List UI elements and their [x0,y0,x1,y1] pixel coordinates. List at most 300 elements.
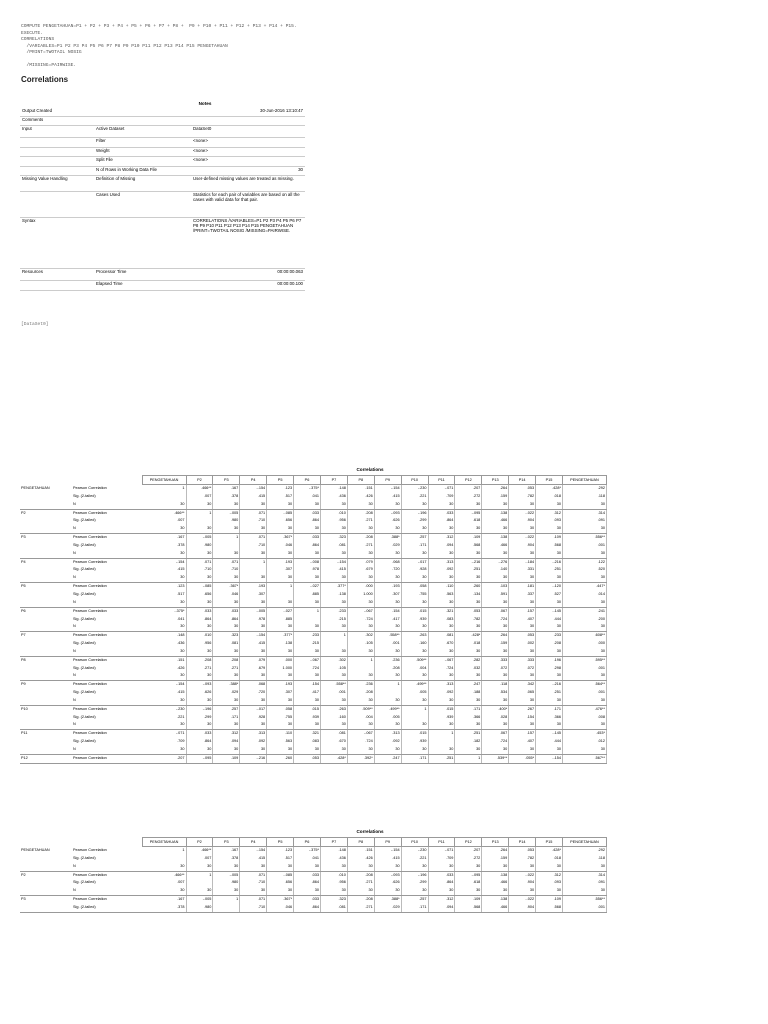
variable-label: P2 [21,510,26,515]
correlation-cell: 1 [401,705,428,713]
correlation-cell [142,855,186,863]
correlation-cell: .517 [267,855,294,863]
correlation-cell: .466** [142,509,186,517]
notes-cell-c2: Filter [94,138,191,148]
correlation-cell: .004 [347,714,374,722]
correlation-cell: 30 [428,863,455,871]
correlation-cell: .138 [482,896,509,904]
correlation-cell: 30 [186,746,213,754]
correlation-cell: 30 [186,599,213,607]
correlation-cell: 30 [186,697,213,705]
correlation-cell: 30 [536,648,563,656]
correlation-cell: -.154 [240,847,267,855]
table-row [20,665,606,673]
correlation-cell: 30 [347,697,374,705]
table-row [20,591,606,599]
correlation-cell: .018 [536,855,563,863]
correlation-cell: .208 [213,656,240,664]
correlation-cell: .091 [562,879,606,887]
correlation-cell: 30 [186,574,213,582]
correlation-cell [401,714,428,722]
table-row [20,672,606,680]
correlation-cell: .415 [240,855,267,863]
statistic-label: Pearson Correlation [73,633,107,638]
correlation-cell: .001 [320,689,347,697]
correlation-cell: .928 [240,714,267,722]
notes-cell-c3 [191,117,305,126]
correlation-cell: 30 [213,525,240,533]
correlation-cell: 30 [294,721,321,729]
correlation-cell: .000 [562,640,606,648]
statistic-label: Sig. (2-tailed) [73,567,96,572]
correlation-cell: .312 [536,509,563,517]
correlation-cell: -.196 [186,705,213,713]
correlation-cell: 30 [186,623,213,631]
correlation-cell: .466** [186,847,213,855]
correlation-cell: .010 [320,509,347,517]
correlation-cell: .157 [509,730,536,738]
table-row [20,705,606,713]
correlation-cell: -.005 [186,534,213,542]
correlation-cell: 30 [509,501,536,509]
correlation-cell: .956 [320,879,347,887]
column-header: P11 [428,838,455,847]
correlation-cell: .378 [142,904,186,912]
correlation-cell: 30 [428,525,455,533]
correlation-cell: .428* [320,754,347,763]
variable-label: P3 [21,897,26,902]
correlation-cell: 30 [509,550,536,558]
correlation-cell: 30 [294,525,321,533]
correlation-cell: .032 [455,665,482,673]
statistic-label: N [72,721,142,729]
correlation-cell: 30 [142,599,186,607]
correlation-cell: 30 [240,863,267,871]
correlation-cell: .207 [455,847,482,855]
correlation-cell: .980 [213,517,240,525]
correlation-cell: 30 [267,697,294,705]
correlation-cell: .046 [267,904,294,912]
correlation-cell: 30 [562,697,606,705]
correlation-cell: .312 [428,896,455,904]
variable-label: P6 [21,608,26,613]
correlations-table-1 [20,475,607,764]
correlation-cell [213,904,240,912]
correlation-cell: -.375* [294,847,321,855]
correlation-cell: .181 [509,583,536,591]
correlation-cell: .208 [347,689,374,697]
correlation-cell: 30 [401,525,428,533]
notes-cell-c1 [20,281,94,291]
correlation-cell: .313 [428,558,455,566]
correlation-cell: .122 [562,558,606,566]
correlation-cell: 30 [455,501,482,509]
correlation-cell: .904 [509,904,536,912]
table-row [20,623,606,631]
notes-row [20,176,305,192]
correlation-cell: .656 [267,879,294,887]
variable-label [20,599,72,607]
notes-cell-c3: User-defined missing values are treated as missing. [191,176,305,192]
correlation-cell: 30 [267,648,294,656]
notes-cell-c3: <none> [191,157,305,167]
correlation-cell: .939 [401,738,428,746]
correlation-cell: 30 [536,672,563,680]
correlation-cell: 30 [509,648,536,656]
correlation-cell: .182 [455,738,482,746]
correlation-cell: .118 [562,493,606,501]
correlation-cell: .110 [428,583,455,591]
correlation-cell: .267 [509,705,536,713]
correlation-cell: .499** [401,681,428,689]
correlation-cell: .247 [455,681,482,689]
correlation-cell: .417 [374,616,401,624]
statistic-label: Pearson Correlation [73,608,107,613]
correlation-cell: 30 [267,550,294,558]
correlation-cell: .595** [562,656,606,664]
notes-cell-c1 [20,192,94,218]
correlation-cell: .092 [374,738,401,746]
correlation-cell: .148 [320,485,347,493]
syntax-line: EXECUTE. [21,30,44,36]
correlation-cell: 30 [186,550,213,558]
correlation-cell: .251 [536,566,563,574]
correlation-cell: .864 [428,517,455,525]
correlation-cell: -.085 [267,509,294,517]
statistic-label: Sig. (2-tailed) [72,904,142,912]
correlation-cell: .426 [347,855,374,863]
table-row [20,550,606,558]
notes-cell-c1: Resources [20,269,94,281]
correlation-cell: 30 [320,599,347,607]
correlation-cell: -.071 [142,730,186,738]
variable-label [20,517,72,525]
column-header: P10 [401,838,428,847]
correlation-cell: .010 [186,632,213,640]
correlation-cell: -.145 [536,730,563,738]
correlation-cell: .208 [347,896,374,904]
correlation-cell: .904 [509,542,536,550]
correlation-cell: -.067 [294,656,321,664]
correlation-cell: .436 [320,493,347,501]
correlation-cell: 30 [562,623,606,631]
correlation-cell: .415 [240,493,267,501]
table-row [20,648,606,656]
variable-label [20,714,72,722]
correlation-cell: .271 [347,517,374,525]
table-row [20,721,606,729]
correlation-cell: -.375* [294,485,321,493]
variable-label: P2 [21,872,26,877]
correlation-cell: .160 [320,714,347,722]
correlation-cell: .415 [374,855,401,863]
correlation-cell: .159 [482,640,509,648]
correlation-cell: -.005 [240,607,267,615]
correlation-cell: -.005 [186,896,213,904]
correlation-cell: 30 [142,746,186,754]
correlation-cell: .299 [401,879,428,887]
correlation-cell: .388* [374,534,401,542]
correlation-cell: 1 [320,632,347,640]
correlation-cell: .864 [294,904,321,912]
correlation-cell: .568 [455,904,482,912]
correlation-cell: .724 [428,665,455,673]
correlation-cell: .367* [213,583,240,591]
statistic-label: Sig. (2-tailed) [73,542,96,547]
variable-label: P5 [21,584,26,589]
correlation-cell: .123 [267,847,294,855]
correlation-cell: .208 [347,871,374,879]
table-row [20,607,606,615]
correlation-cell: .071 [240,896,267,904]
correlation-cell: .208 [347,534,374,542]
correlation-cell: .002 [509,640,536,648]
correlation-cell: .154 [374,607,401,615]
correlation-cell: .000 [267,656,294,664]
correlation-cell: 30 [455,599,482,607]
correlation-cell: 30 [240,697,267,705]
correlation-cell [213,542,240,550]
correlation-cell: .558** [374,632,401,640]
correlation-cell: .029 [374,542,401,550]
correlation-cell: .000 [347,583,374,591]
variable-label [20,879,72,887]
correlation-cell: .041 [294,493,321,501]
statistic-label: N [72,648,142,656]
correlation-cell: .271 [347,879,374,887]
correlation-cell: -.154 [536,754,563,763]
correlation-cell: 30 [240,599,267,607]
correlation-cell: .298 [536,665,563,673]
statistic-label: N [72,623,142,631]
column-header: P15 [536,838,563,847]
table-row [20,583,606,591]
correlation-cell: .509** [347,705,374,713]
statistic-label: N [72,550,142,558]
correlation-cell: .377* [320,583,347,591]
correlation-cell: 1 [213,896,240,904]
correlation-cell: .312 [213,730,240,738]
correlation-cell: .956 [320,517,347,525]
correlation-cell: 30 [213,863,240,871]
correlation-cell: 30 [428,648,455,656]
correlation-cell: .272 [455,493,482,501]
correlation-cell [267,591,294,599]
column-header: P3 [213,476,240,485]
correlation-cell: 30 [482,574,509,582]
correlation-cell: 30 [347,863,374,871]
correlation-cell: 30 [401,863,428,871]
variable-label: PENGETAHUAN [21,847,50,852]
correlation-cell: .323 [213,632,240,640]
table-row [20,509,606,517]
correlation-cell: 30 [455,574,482,582]
table-row [20,697,606,705]
correlation-cell: 30 [562,887,606,895]
variable-label: P7 [21,633,26,638]
correlation-cell: .321 [294,730,321,738]
column-header: P4 [240,476,267,485]
notes-cell-c2 [94,117,191,126]
column-header: P14 [509,838,536,847]
correlation-cell: 30 [347,501,374,509]
correlation-cell: .001 [374,640,401,648]
correlation-cell: .058 [401,583,428,591]
correlation-cell: 30 [509,746,536,754]
correlation-cell: .307 [240,591,267,599]
correlation-cell: .257 [401,896,428,904]
correlation-cell: 30 [401,887,428,895]
correlation-cell: .956 [186,640,213,648]
correlation-cell: -.093 [186,681,213,689]
correlation-cell: 30 [482,887,509,895]
column-header: P12 [455,838,482,847]
correlation-cell: 30 [267,501,294,509]
correlation-cell: .091 [562,517,606,525]
correlation-cell: .208 [347,509,374,517]
statistic-label: Sig. (2-tailed) [73,665,96,670]
correlation-cell: 30 [240,574,267,582]
correlation-cell: -.027 [294,583,321,591]
correlation-cell: .241 [562,607,606,615]
correlation-cell: .782 [509,493,536,501]
statistic-label: N [72,863,142,871]
notes-cell-c2: Split File [94,157,191,167]
correlation-cell: .466 [482,879,509,887]
correlation-cell: .151 [142,656,186,664]
correlation-cell: .109 [455,896,482,904]
correlation-cell: -.230 [401,847,428,855]
variable-label: P3 [21,535,26,540]
correlation-cell: .567** [562,754,606,763]
correlation-cell: 30 [562,550,606,558]
correlation-cell: .159 [482,855,509,863]
correlation-cell: 30 [294,550,321,558]
correlation-cell: -.154 [142,558,186,566]
correlation-cell: .466 [482,517,509,525]
notes-cell-c1: Syntax [20,218,94,269]
correlation-cell: .092 [428,689,455,697]
correlation-cell: .029 [374,904,401,912]
correlation-cell: 30 [142,887,186,895]
correlation-cell: .138 [482,871,509,879]
correlation-cell: .388* [213,681,240,689]
notes-cell-c2 [94,108,191,117]
correlation-cell: .466 [482,542,509,550]
correlation-cell: .105 [320,665,347,673]
correlation-cell: .271 [347,542,374,550]
correlation-cell: .055* [509,754,536,763]
statistic-label: Sig. (2-tailed) [73,518,96,523]
correlation-cell: .033 [294,509,321,517]
correlation-cell: .193 [267,681,294,689]
correlation-cell: .367* [267,896,294,904]
notes-row [20,147,305,157]
notes-row [20,281,305,291]
correlation-cell: 30 [401,599,428,607]
correlation-cell: 30 [482,672,509,680]
correlation-cell: 30 [186,863,213,871]
correlation-cell: .171 [536,705,563,713]
variable-label [20,721,72,729]
variable-label [20,640,72,648]
statistic-label: N [72,697,142,705]
notes-cell-c3: <none> [191,138,305,148]
correlation-cell: .314 [562,509,606,517]
column-header: P9 [374,476,401,485]
correlation-cell: .001 [562,542,606,550]
correlation-cell: .864 [186,738,213,746]
variable-label [20,542,72,550]
correlation-cell: -.230 [401,485,428,493]
correlation-cell: 30 [374,599,401,607]
notes-cell-c3: 30-Jun-2016 13:10:47 [191,108,305,117]
variable-label [20,887,72,895]
correlation-cell: .081 [320,730,347,738]
notes-cell-c1: Output Created [20,108,94,117]
correlation-cell: .012 [562,738,606,746]
correlation-cell: .436 [320,855,347,863]
correlation-cell: .264 [482,847,509,855]
correlation-cell: -.216 [536,681,563,689]
correlation-cell: 30 [240,672,267,680]
correlation-cell: .207 [142,754,186,763]
correlation-cell: -.005 [213,871,240,879]
correlation-cell: .151 [347,485,374,493]
correlation-cell: 30 [320,648,347,656]
variable-label [20,574,72,582]
correlation-cell: .710 [186,566,213,574]
correlation-cell: 30 [320,550,347,558]
table-row [20,501,606,509]
correlation-cell: .939 [401,616,428,624]
correlation-cell: .018 [455,640,482,648]
correlation-cell: .083 [428,616,455,624]
column-header: P13 [482,838,509,847]
correlation-cell: 30 [320,672,347,680]
correlation-cell: .618 [455,517,482,525]
correlation-cell: 30 [401,623,428,631]
correlation-cell: 30 [509,574,536,582]
statistic-label: Pearson Correlation [73,872,107,877]
correlation-cell: .071 [186,558,213,566]
correlation-cell: .118 [562,855,606,863]
correlation-cell: .072 [482,665,509,673]
correlation-cell: 30 [562,599,606,607]
correlation-cell: .618 [455,879,482,887]
correlation-cell: .018 [536,493,563,501]
correlation-cell: -.375* [142,607,186,615]
correlation-cell: -.067 [428,656,455,664]
column-header: PENGETAHUAN [142,476,186,485]
correlation-cell: .428* [536,847,563,855]
correlation-cell: 30 [320,887,347,895]
correlation-cell: .171 [401,754,428,763]
correlation-cell: 30 [142,525,186,533]
correlation-cell: 30 [320,501,347,509]
correlation-cell: 30 [509,672,536,680]
correlation-cell: .260 [455,583,482,591]
correlation-cell: 30 [267,721,294,729]
correlation-cell: 30 [374,501,401,509]
correlation-cell: .046 [267,542,294,550]
column-header: P14 [509,476,536,485]
correlation-cell [320,640,347,648]
correlation-cell: .067 [482,607,509,615]
correlation-cell: .377* [267,632,294,640]
correlation-cell: 30 [142,863,186,871]
correlation-cell: -.027 [267,607,294,615]
